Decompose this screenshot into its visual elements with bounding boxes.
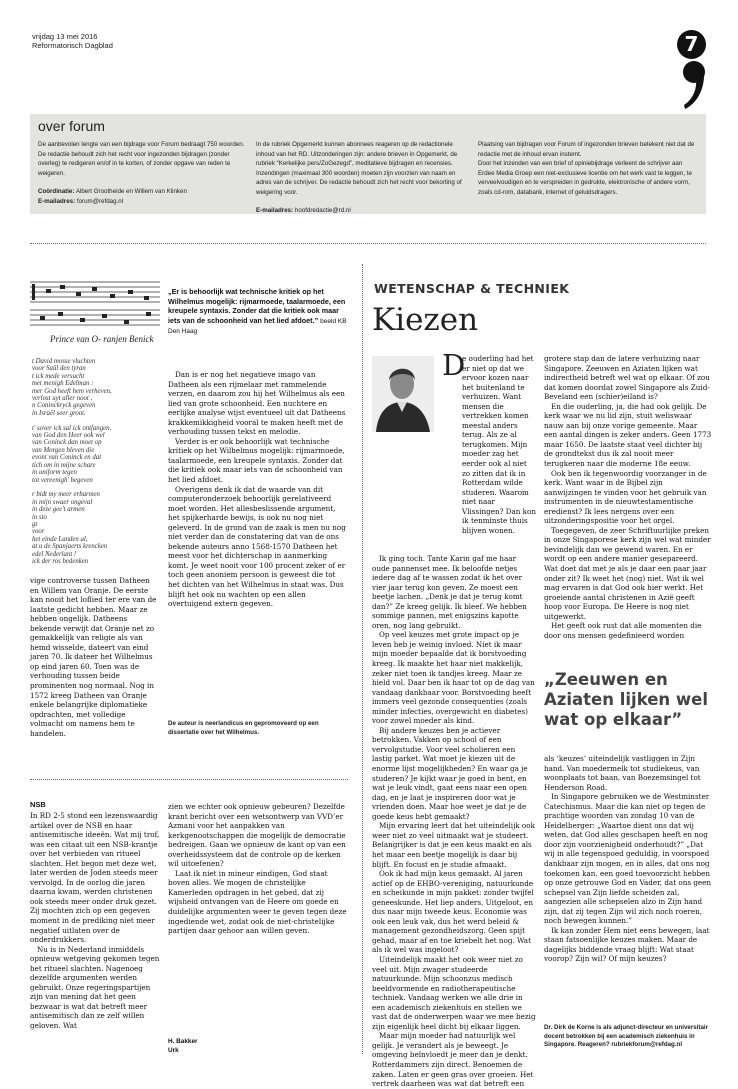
forum-column-2 — [256, 140, 468, 216]
author-bio-kiezen: Dr. Dirk de Korne is als adjunct-directeur en universitair docent betrokken bij een academisch ziekenhuis in Singapore. Reageren? rubriekforum@refdag.nl — [544, 1024, 709, 1048]
newspaper-name: Reformatorisch Dagblad — [32, 41, 113, 50]
section-label: WETENSCHAP & TECHNIEK — [374, 281, 570, 296]
letter-signature — [168, 1038, 198, 1055]
music-staff-icon — [30, 270, 160, 332]
forum-info-box — [30, 114, 706, 214]
section-divider — [30, 779, 348, 780]
forum-coordination: Coördinatie: Albert Grootheide en Willem van Klinken — [38, 188, 187, 195]
wilhelmus-article-column-2: Dan is er nog het negatieve imago van Datheen als een rijmelaar met rammelende verzen, en daarom zou hij het Wilhelmus als een lied van grote schoonheid. Een nuchtere en eerlijke analyse wijst eventueel uit dat Datheens krakkemikkigheid vooral te maken heeft met de verhouding tussen tekst en melodie. Verder is er ook behoorlijk wat technische kritiek op het Wilhelmus mogelijk: rijmarmoede, taalarmoede, een kreupele syntaxis. Zonder dat die kritiek ook maar iets van de schoonheid van het lied afdoet. Overigens denk ik dat de waarde van dit computeronderzoek behoorlijk gerelativeerd moet worden. Het allesbeslissende argument, het spijkerharde bewijs, is ook nu nog niet geleverd. In de grond van de zaak is men nu nog niet verder dan de constatering dat van de ons bekende auteurs anno 1568-1570 Datheen het meest voor het dichterschap in aanmerking komt. Je weet nooit voor 100 procent zeker of er toch geen anoniem persoon is geweest die tot het dichten van het Wilhelmus in staat was. Dus blijft het ook nu wachten op een allen overtuigend extern gegeven. — [168, 370, 346, 609]
author-bio-wilhelmus: De auteur is neerlandicus en gepromoveerd op een dissertatie over het Wilhelmus. — [168, 720, 319, 736]
forum-guidelines: De aanbevolen lengte van een bijdrage voor Forum bedraagt 750 woorden. De redactie behoudt zich het recht voor ingezonden bijdragen (zonder overleg) te redigeren en/of in te korten, of zonder opgave van reden te weigeren. — [38, 141, 245, 177]
opgemerkt-email: hoofdredactie@rd.nl — [294, 207, 351, 214]
kiezen-column-2-continued: als ‘keuzes’ uiteindelijk vastliggen in Zijn hand. Van moedermelk tot studiekeus, van woonplaats tot baan, van Boezemsingel tot Henderson Road. In Singapore gebruiken we de Westminster Catechismus. Maar die kan niet op tegen de prachtige woorden van zondag 10 van de Heidelberger: „Waartoe dient ons dat wij weten, dat God alles geschapen heeft en nog door zijn voorzienigheid onderhoudt?” „Dat wij in alle tegenspoed geduldig, in voorspoed dankbaar zijn mogen, en in alles, dat ons nog toekomen kan, een goed toevoorzicht hebben op onze getrouwe God en Vader, dat ons geen schepsel van Zijn liefde scheiden zal, aangezien alle schepselen alzo in Zijn hand zijn, dat zij tegen Zijn wil zich noch roeren, noch bewegen kunnen.” Ik kan zonder Hem niet eens bewegen, laat staan fatsoenlijke keuzes maken. Maar de dagelijks biddende vraag blijft: Wat staat voorop? Zijn wil? Of mijn keuzes? — [544, 754, 712, 964]
quote-text: „Er is behoorlijk wat technische kritiek op het Wilhelmus mogelijk: rijmarmoede, taalarmoede, een kreupele syntaxis. Zonder dat die kritiek ook maar iets van de schoonheid van het lied afdoet.” — [168, 287, 346, 325]
drop-cap: D — [442, 348, 466, 382]
kiezen-column-2: grotere stap dan de latere verhuizing naar Singapore. Zeeuwen en Aziaten lijken wat indirectheid betreft wel wat op elkaar. Of zou dat komen doordat zowel Singapore als Zuid-Beveland een (schier)eiland is? En die ouderling, ja, die had ook gelijk. De kerk waar we nu lid zijn, stuit weliswaar nauw aan bij onze vorige gemeente. Maar een aantal dingen is zeker anders. Geen 1773 maar 1650. De laatste staat veel dichter bij de grondtekst dus ik zal nooit meer terugkeren naar die moderne 18e eeuw. Ook ben ik tegenwoordig voorzanger in de kerk. Want waar in de Bijbel zijn aanwijzingen te vinden voor het gebruik van instrumenten in de nieuwtestamentische eredienst? Ik lees nergens over een uitzonderingspositie voor het orgel. Toegegeven, de zeer Schriftuurlijke preken in onze Singaporese kerk zijn wel wat minder bevindelijk dan we gewend waren. En er wordt op een andere manier gesepareerd. Wat doet dat met je als je daar een paar jaar onder zit? Ik weet het (nog) niet. Wat ik wel mag ervaren is dat God ook hier werkt. Het groeiende aantal christenen in Azië geeft hoop voor Europa. De Heere is nog niet uitgewerkt. Het geeft ook rust dat alle momenten die door ons mensen gedefinieerd worden — [544, 354, 712, 640]
image-caption-quote — [168, 287, 348, 337]
forum-email-line: E-mailadres: forum@refdag.nl — [38, 197, 124, 205]
issue-date: vrijdag 13 mei 2016 — [32, 32, 98, 41]
hymn-verses: t David mosse vluchten voor Saül den tyran t ick mede versucht met menigh Edelman : mer God heeft hem verheven, verlost uyt aller noot , n Coninckryck gegeven in Israël seer groot. t' sover ick sal ick ontfangen, van God den Heer ook wel van Coninck dan moet op van Morgen bleven die evont van Coninck en dat tich om in mijne schare in uniform tegen tot vereenigh' begeven r bidt my meer erbarmen in mijn swaer ongeval in deze gee't armen in sto gt voor het einde Landen al, at u de Spanjaerts krencken edel Nederlant ! ick der ros bedenken — [32, 358, 112, 565]
hymn-caption: Prince van O- ranjen Benick — [50, 334, 154, 344]
author-photo — [372, 356, 434, 432]
pull-quote: „Zeeuwen en Aziaten lijken wel wat op elkaar” — [544, 670, 709, 729]
article-headline: Kiezen — [372, 302, 479, 338]
wilhelmus-article-column-1: vige controverse tussen Datheen en Willem van Oranje. De eerste kan nooit het loflied ter ere van de laatste gedicht hebben. Maar ze hebben ongelijk. Datheens bekende verwijt dat Oranje net zo gemakkelijk van religie als van hemd wisselde, dateert van eind jaren 70. Ik dateer het Wilhelmus op eind jaren 60. Toen was de verhouding tussen beide prominenten nog normaal. Nog in 1572 kreeg Datheen van Oranje enkele belangrijke diplomatieke opdrachten, met volledige volmacht om namens hem te handelen. — [30, 576, 157, 738]
letter-heading: NSB — [30, 800, 46, 809]
kiezen-intro-narrow: e ouderling had het er niet op dat we ervoor kozen naar het buitenland te verhuizen. Want mensen die vertrekken komen meestal anders terug. Als ze al terugkomen. Mijn moeder zag het eerder ook al niet zo zitten dat ik in Rotterdam wilde studeren. Waarom niet naar Vlissingen? Dan kon ik tenminste thuis blijven wonen. — [462, 354, 536, 535]
signature-place: Urk — [168, 1046, 179, 1054]
portrait-image — [372, 356, 434, 432]
forum-license: Door het inzenden van een brief of opiniebijdrage verleent de schrijver aan Erdee Media Groep een niet-exclusieve licentie om het werk vast te leggen, te verveelvoudigen en te verspreiden in gedrukte, elektronische of andere vorm, zoals cd-rom, databank, internet of geluidsdragers. — [478, 160, 692, 196]
opgemerkt-rules: In de rubriek Opgemerkt kunnen abonnees reageren op de redactionele inhoud van het RD. Uitzonderingen zijn: andere brieven in Opgemerkt, de rubriek “Kerkelijke pers/ZoGezegd”, meditatieve bijdragen en recensies. Inzendingen (maximaal 300 woorden) moeten zijn voorzien van naam en adres van de schrijver. De redactie behoudt zich het recht voor bekorting of weigering voor. — [256, 141, 462, 196]
signature-name: H. Bakker — [168, 1038, 198, 1045]
wilhelmus-print-image — [30, 270, 160, 570]
image-credit: beeld KB Den Haag — [168, 317, 347, 335]
forum-email: forum@refdag.nl — [76, 197, 124, 205]
comma-logo-icon — [682, 58, 706, 110]
section-divider — [30, 243, 706, 244]
forum-column-1 — [38, 140, 248, 206]
column-divider — [362, 264, 363, 1054]
forum-disclaimer: Plaatsing van bijdragen voor Forum of ingezonden brieven betekent niet dat de redactie met de inhoud ervan instemt. — [478, 141, 695, 158]
masthead — [32, 32, 113, 50]
kiezen-column-1: Ik ging toch. Tante Karin gaf me haar oude pannenset mee. Ik beloofde netjes iedere dag af te wassen zodat ik het over vier jaar terug kon geven. Ze moest een beetje lachen. „Denk je dat je terug komt dan?” Ze kreeg gelijk. Ik bleef. We hebben sommige pannen, met enigszins kapotte oren, nog lang gebruikt. Op veel keuzes met grote impact op je leven heb je weinig invloed. Niet ik maar mijn moeder bepaalde dat ik borstvoeding kreeg. Ik maakte het haar niet makkelijk, zeker niet toen ik tandjes kreeg. Maar ze hield vol. Daar ben ik haar tot op de dag van vandaag dankbaar voor. Borstvoeding heeft immers veel gezonde consequenties (zoals minder infecties, overgewicht en diabetes) voor zowel moeder als kind. Bij andere keuzes ben je actiever betrokken. Vakken op school of een vervolgstudie. Voor veel scholieren een lastig parket. Wat moet je kiezen uit de enorme lijst mogelijkheden? En waar ga je studeren? Je kijkt waar je goed in bent, en wat je leuk vindt, gaat eens naar een open dag, en je laat je inspireren door wat je vrienden doen. Maar hoe weet je dat je de goede keus hebt gemaakt? Mijn ervaring leert dat het uiteindelijk ook weer niet zo veel uitmaakt wat je studeert. Belangrijker is dat je een keus maakt en als het maar een beetje mogelijk is daar bij blijft. En focust en je studie afmaakt. Ook ik had mijn keus gemaakt. Al jaren actief op de EHBO-vereniging, natuurkunde en scheikunde in mijn pakket: zonder twijfel geneeskunde. Het liep anders. Uitgeloot, en dus naar mijn tweede keus. Economie was ook een leuk vak, dus het werd beleid & management gezondheidszorg. Geen spijt gehad, maar af en toe kriebelt het nog. Wat als ik wel was ingeloot? Uiteindelijk maakt het ook weer niet zo veel uit. Mijn zwager studeerde natuurkunde. Mijn schoonzus medisch beeldvormende en radiotherapeutische techniek. Vandaag werken we alle drie in een academisch ziekenhuis en stellen we vast dat de onderwerpen waar we mee bezig zijn eigenlijk heel dicht bij elkaar liggen. Maar mijn moeder had natuurlijk wel gelijk. Je verandert als je beweegt. Je omgeving beïnvloedt je meer dan je denkt. Rotterdammers zijn direct. Benoemen de zaken. Laten er geen gras over groeien. Het vertrek daarheen was wat dat betreft een — [372, 554, 536, 1089]
opgemerkt-email-line: E-mailadres: hoofdredactie@rd.nl — [256, 207, 351, 214]
letter-column-2: zien we echter ook opnieuw gebeuren? Dezelfde krant bericht over een wetsontwerp van VVD’er Azmani voor het aanpakken van kerkgenootschappen die mogelijk de democratie bedreigen. Gaan we opnieuw de kant op van een overheidssysteem dat de controle op de kerken wil uitoefenen? Laat ik niet in mineur eindigen, God staat boven alles. We mogen de christelijke Kamerleden opdragen in het gebed, dat zij wijsheid ontvangen van de Heere om goede en duidelijke argumenten weer te geven tegen deze ingediende wet, zodat ook de niet-christelijke partijen daar gehoor aan willen geven. — [168, 802, 347, 936]
forum-title: over forum — [38, 118, 105, 134]
forum-column-3 — [478, 140, 700, 197]
letter-column-1: In RD 2-5 stond een lezenswaardig artikel over de NSB en haar antisemitische ideeën. Wat mij trof, was een citaat uit een NSB-krantje over het verbieden van ritueel slachten. Het begon met deze wet, later werden de Joden steeds meer vervolgd. In de oorlog die jaren daarna kwam, werden christenen ook steeds meer onder druk gezet. Zij mochten zich op een gegeven moment in de prediking niet meer negatief uitlaten over de onderdrukkers. Nu is in Nederland inmiddels opnieuw wetgeving gekomen tegen het ritueel slachten. Nagenoeg dezelfde argumenten werden gebruikt. Onze regeringspartijen zijn van mening dat het geen bezwaar is wat dat betreft meer antisemitisch dan ze zelf willen geloven. Wat — [30, 811, 160, 1031]
page-number: 7 — [677, 30, 706, 59]
